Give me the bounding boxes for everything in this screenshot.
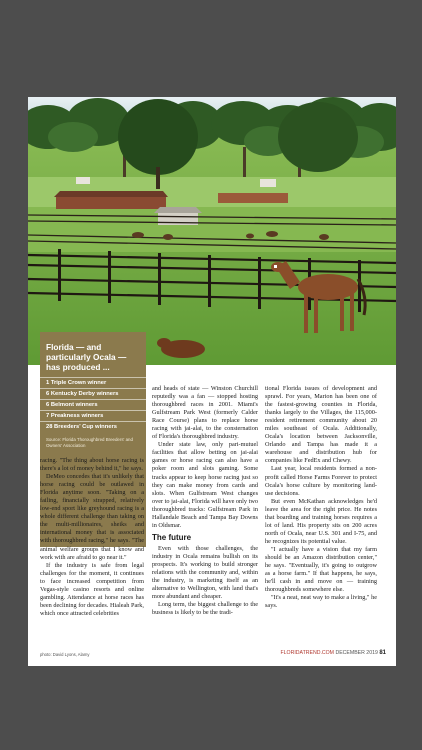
article-column-3 (265, 385, 377, 610)
sidebar-item: 7 Preakness winners (40, 410, 146, 421)
paragraph: "It's a neat, neat way to make a living," he says. (265, 594, 377, 610)
paragraph: Even with those challenges, the industry in Ocala remains bullish on its prospects. It's working to build stronger relations with the community and, within the industry, is marketing itself as an alternative to Wellington, with land that's more abundant and cheaper. (152, 544, 258, 601)
paragraph: DeMeo concedes that it's unlikely that horse racing could be outlawed in Florida anytime soon. "Taking on a failing, financially strapped, relatively low-end sport like greyhound racing is a whole different challenge than taking on the multi-millionaires, sheiks and international money that is associated with thoroughbred racing," he says. "The animal welfare groups that I know and work with are afraid to go near it." (40, 473, 144, 561)
sidebar-item: 28 Breeders' Cup winners (40, 421, 146, 432)
sidebar-title: Florida — and particularly Ocala — has produced ... (46, 342, 127, 372)
paragraph: But even McKathan acknowledges he'd leave the area for the right price. He notes that boarding and training horses requires a lot of land. His property sits on 200 acres north of Ocala, near U.S. 301 and I-75, and he recognizes its potential value. (265, 497, 377, 545)
horse-farm-photo (28, 97, 396, 365)
paragraph: Long term, the biggest challenge to the business is likely to be the tradi- (152, 601, 258, 617)
article-column-1 (40, 457, 144, 618)
page-number: 81 (379, 650, 386, 656)
sidebar-item: 6 Kentucky Derby winners (40, 388, 146, 399)
paragraph: tional Florida issues of development and sprawl. For years, Marion has been one of the fastest-growing counties in Florida, thanks largely to the Villages, the 115,000-resident retirement community about 20 miles southeast of Ocala. Additionally, Ocala's location between Jacksonville, Orlando and Tampa has made it a warehouse and distribution hub for companies like FedEx and Chewy. (265, 385, 377, 465)
sidebar-item: 6 Belmont winners (40, 399, 146, 410)
paragraph: racing. "The thing about horse racing is there's a lot of money behind it," he says. (40, 457, 144, 473)
page-footer (281, 650, 387, 656)
section-heading: The future (152, 532, 192, 542)
photo-credit: photo: David Lyons, Alamy (40, 652, 90, 657)
paragraph: If the industry is safe from legal challenges for the moment, it continues to face increased competition from Vegas-style casino resorts and online gambling. Attendance at horse races has been declining for decades. Hialeah Park, which once attracted celebrities (40, 561, 144, 617)
footer-site: FLORIDATREND.COM (280, 650, 335, 656)
footer-issue: DECEMBER 2019 (335, 650, 378, 656)
article-column-2 (152, 385, 258, 617)
paragraph: Under state law, only pari-mutuel facilities that allow betting on jai-alai games or horse racing can also have a poker room and slots gaming. Some tracks appear to keep horse racing just so they can make money from cards and slots. When Gulfstream West changes over to jai-alai, Florida will have only two thoroughbred tracks: Gulfstream Park in Hallandale Beach and Tampa Bay Downs in Oldsmar. (152, 441, 258, 529)
sidebar-source: Source: Florida Thoroughbred Breeders' and Owners' Association (46, 437, 133, 448)
paragraph: Last year, local residents formed a non-profit called Horse Farms Forever to protect Ocala's horse culture by monitoring land-use decisions. (265, 465, 377, 497)
paragraph: "I actually have a vision that my farm should be an Amazon distribution center," he says. "Eventually, it's going to outgrow as a horse farm." If that happens, he says, he'll cash in and move on — training thoroughbreds somewhere else. (265, 545, 377, 594)
paragraph: and heads of state — Winston Churchill reputedly was a fan — stopped hosting thoroughbred races in 2001. Miami's Gulfstream Park West (formerly Calder Race Course) plans to replace horse racing with jai-alai, to the consternation of Florida's thoroughbred industry. (152, 385, 258, 441)
sidebar-item: 1 Triple Crown winner (40, 377, 146, 388)
magazine-page (28, 97, 396, 666)
